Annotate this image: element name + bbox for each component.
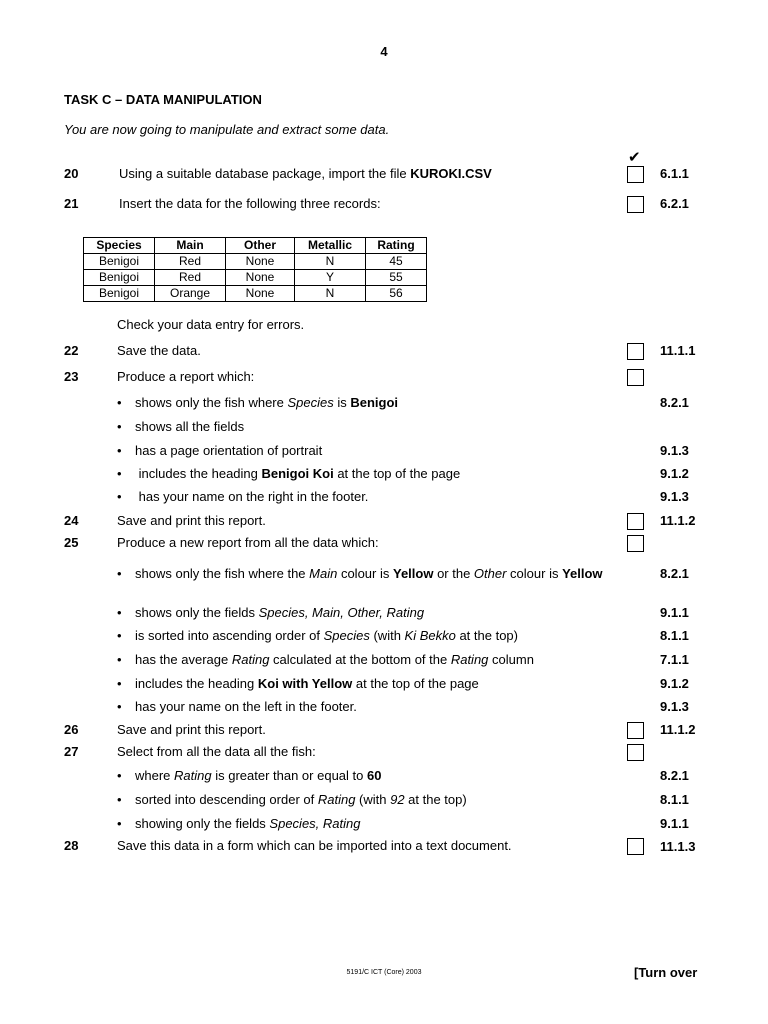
bullet-icon: • [117, 652, 122, 667]
question-25-bullet-5: • includes the heading Koi with Yellow at the top of the page [117, 676, 479, 691]
question-27-number: 27 [64, 744, 79, 759]
question-28-checkbox[interactable] [627, 838, 644, 855]
question-25-bullet-4: • has the average Rating calculated at the bottom of the Rating column [117, 652, 534, 667]
question-22-checkbox[interactable] [627, 343, 644, 360]
tick-column-icon: ✔ [628, 149, 641, 166]
bullet-icon: • [117, 768, 122, 783]
question-20-number: 20 [64, 166, 79, 181]
question-21-code: 6.2.1 [660, 196, 689, 211]
question-23-bullet-1-code: 8.2.1 [660, 395, 689, 410]
question-27-checkbox[interactable] [627, 744, 644, 761]
question-27-bullet-1: • where Rating is greater than or equal to 60 [117, 768, 382, 783]
table-cell: Benigoi [84, 254, 155, 270]
table-cell: Y [295, 270, 366, 286]
table-cell: 55 [366, 270, 427, 286]
bullet-icon: • [117, 489, 122, 504]
question-25-bullet-6-code: 9.1.3 [660, 699, 689, 714]
bullet-icon: • [117, 605, 122, 620]
question-23-bullet-4-code: 9.1.2 [660, 466, 689, 481]
table-cell: Benigoi [84, 270, 155, 286]
question-26-checkbox[interactable] [627, 722, 644, 739]
bullet-icon: • [117, 466, 122, 481]
question-24-code: 11.1.2 [660, 513, 696, 528]
question-25-bullet-6: • has your name on the left in the footer. [117, 699, 357, 714]
table-header-row [84, 238, 427, 254]
question-25-bullet-3-code: 8.1.1 [660, 628, 689, 643]
question-26-text: Save and print this report. [117, 722, 266, 737]
question-23-checkbox[interactable] [627, 369, 644, 386]
table-row [84, 254, 427, 270]
bullet-icon: • [117, 628, 122, 643]
turn-over-label: [Turn over [634, 965, 698, 980]
question-22-text: Save the data. [117, 343, 201, 358]
question-23-bullet-5-code: 9.1.3 [660, 489, 689, 504]
footer-exam-code: 5191/C ICT (Core) 2003 [346, 969, 422, 976]
question-28-code: 11.1.3 [660, 839, 696, 854]
records-table [83, 237, 427, 302]
table-cell: Orange [155, 286, 226, 302]
question-23-bullet-3-code: 9.1.3 [660, 443, 689, 458]
task-title: TASK C – DATA MANIPULATION [64, 92, 262, 107]
bullet-icon: • [117, 419, 122, 434]
question-25-bullet-1-code: 8.2.1 [660, 566, 689, 581]
table-row [84, 270, 427, 286]
bullet-icon: • [117, 566, 122, 581]
bullet-icon: • [117, 395, 122, 410]
column-header-metallic: Metallic [295, 238, 366, 254]
question-28-text: Save this data in a form which can be imported into a text document. [117, 838, 512, 853]
check-entry-instruction: Check your data entry for errors. [117, 317, 305, 332]
question-25-bullet-5-code: 9.1.2 [660, 676, 689, 691]
question-23-bullet-1: • shows only the fish where Species is Benigoi [117, 395, 399, 410]
table-cell: N [295, 286, 366, 302]
bullet-icon: • [117, 676, 122, 691]
question-24-checkbox[interactable] [627, 513, 644, 530]
question-26-code: 11.1.2 [660, 722, 696, 737]
question-21-checkbox[interactable] [627, 196, 644, 213]
question-22-number: 22 [64, 343, 79, 358]
bullet-icon: • [117, 792, 122, 807]
question-23-text: Produce a report which: [117, 369, 255, 384]
question-28-number: 28 [64, 838, 79, 853]
bullet-icon: • [117, 816, 122, 831]
question-27-bullet-2: • sorted into descending order of Rating (with 92 at the top) [117, 792, 467, 807]
question-20-text: Using a suitable database package, import the file KUROKI.CSV [119, 166, 492, 181]
task-intro: You are now going to manipulate and extract some data. [64, 122, 390, 137]
bullet-icon: • [117, 699, 122, 714]
question-20-checkbox[interactable] [627, 166, 644, 183]
column-header-rating: Rating [366, 238, 427, 254]
column-header-other: Other [226, 238, 295, 254]
question-25-bullet-2: • shows only the fields Species, Main, Other, Rating [117, 605, 425, 620]
question-25-bullet-4-code: 7.1.1 [660, 652, 689, 667]
table-cell: 56 [366, 286, 427, 302]
table-row [84, 286, 427, 302]
question-24-number: 24 [64, 513, 79, 528]
table-cell: None [226, 270, 295, 286]
question-25-bullet-2-code: 9.1.1 [660, 605, 689, 620]
bullet-icon: • [117, 443, 122, 458]
question-27-bullet-1-code: 8.2.1 [660, 768, 689, 783]
question-25-text: Produce a new report from all the data which: [117, 535, 379, 550]
question-22-code: 11.1.1 [660, 343, 696, 358]
question-27-bullet-2-code: 8.1.1 [660, 792, 689, 807]
question-23-bullet-4: • includes the heading Benigoi Koi at the top of the page [117, 466, 461, 481]
table-cell: Red [155, 270, 226, 286]
table-cell: Red [155, 254, 226, 270]
question-26-number: 26 [64, 722, 79, 737]
table-cell: 45 [366, 254, 427, 270]
column-header-main: Main [155, 238, 226, 254]
question-25-bullet-1: • shows only the fish where the Main colour is Yellow or the Other colour is Yellow [117, 566, 603, 581]
question-21-text: Insert the data for the following three records: [119, 196, 381, 211]
question-27-text: Select from all the data all the fish: [117, 744, 316, 759]
question-21-number: 21 [64, 196, 79, 211]
question-27-bullet-3: • showing only the fields Species, Rating [117, 816, 361, 831]
question-23-bullet-2: • shows all the fields [117, 419, 245, 434]
question-25-number: 25 [64, 535, 79, 550]
question-27-bullet-3-code: 9.1.1 [660, 816, 689, 831]
table-cell: N [295, 254, 366, 270]
question-24-text: Save and print this report. [117, 513, 266, 528]
page-number: 4 [380, 44, 388, 59]
table-cell: Benigoi [84, 286, 155, 302]
question-20-code: 6.1.1 [660, 166, 689, 181]
question-23-number: 23 [64, 369, 79, 384]
question-25-checkbox[interactable] [627, 535, 644, 552]
question-25-bullet-3: • is sorted into ascending order of Species (with Ki Bekko at the top) [117, 628, 518, 643]
table-cell: None [226, 254, 295, 270]
question-23-bullet-3: • has a page orientation of portrait [117, 443, 323, 458]
question-23-bullet-5: • has your name on the right in the footer. [117, 489, 369, 504]
column-header-species: Species [84, 238, 155, 254]
table-cell: None [226, 286, 295, 302]
